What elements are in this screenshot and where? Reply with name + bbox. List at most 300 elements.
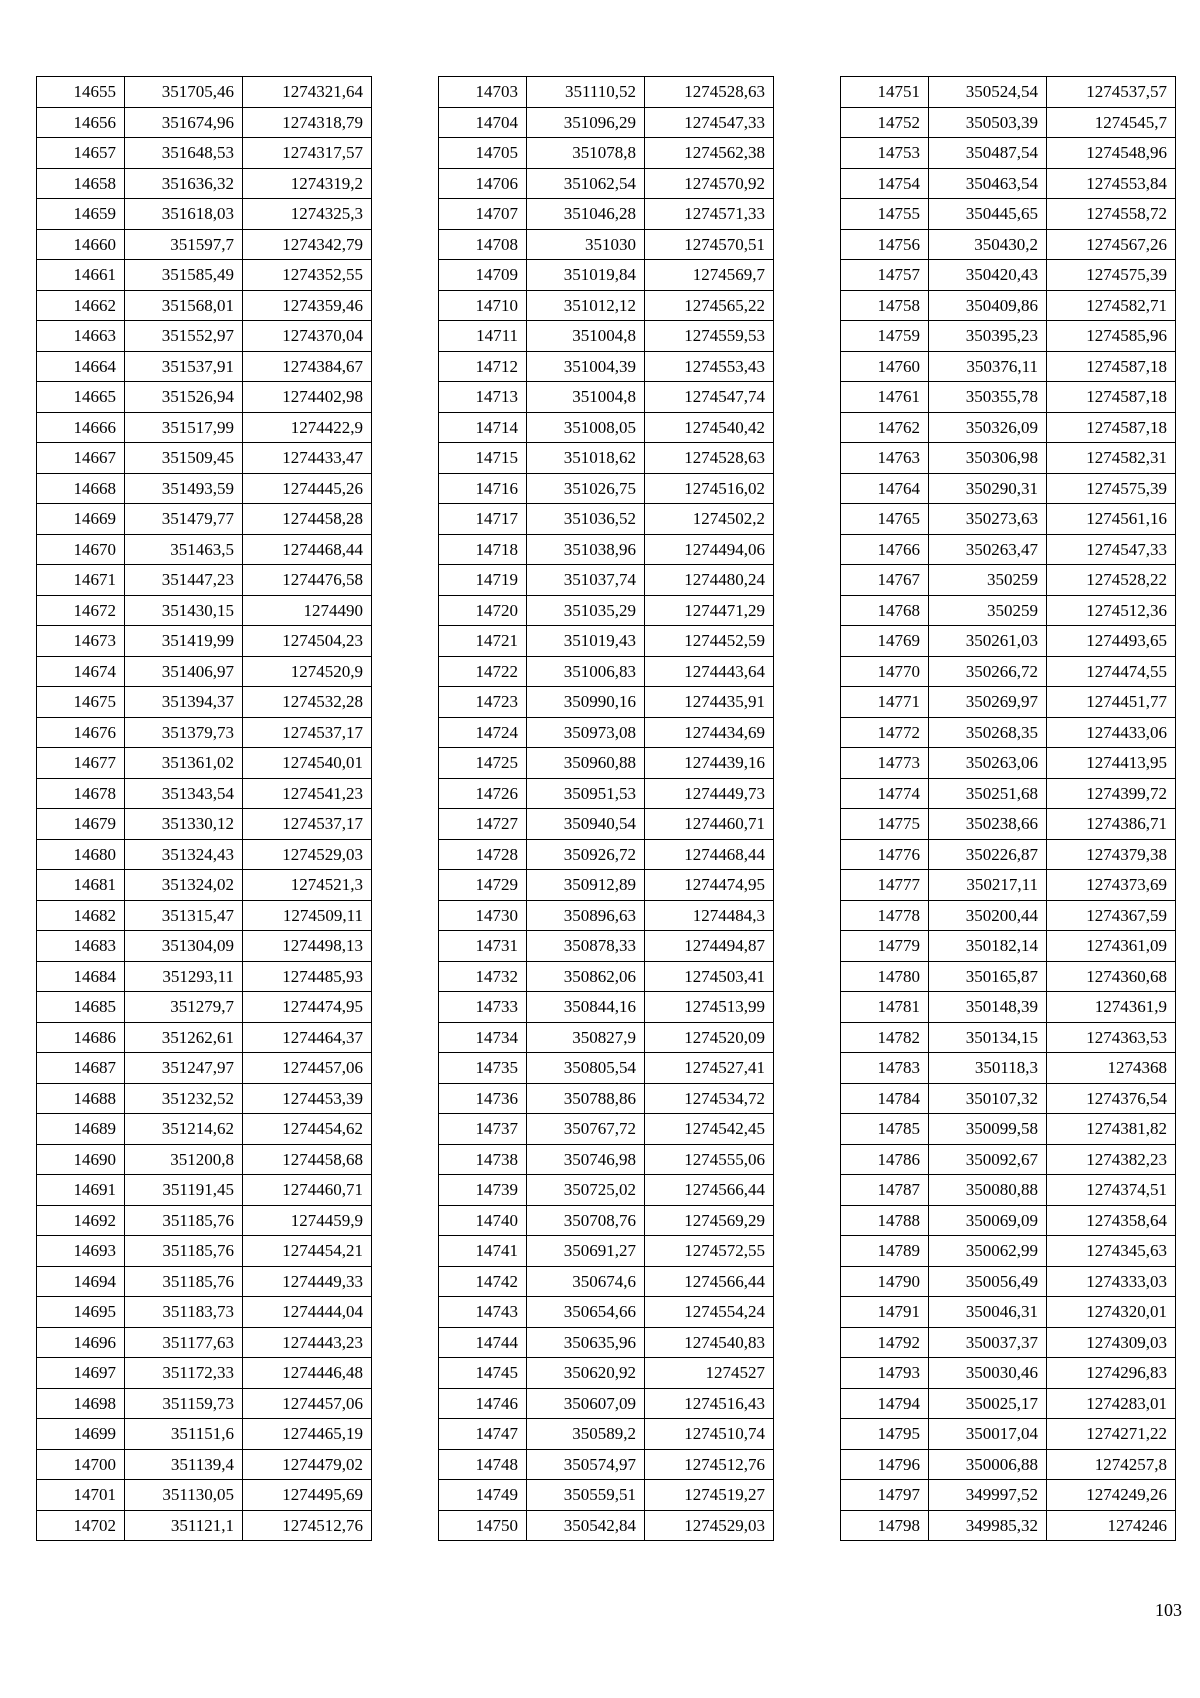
point-number-cell: 14695 <box>37 1297 125 1328</box>
table-row <box>439 1083 774 1114</box>
y-coordinate-cell: 1274309,03 <box>1047 1327 1176 1358</box>
point-number-cell: 14686 <box>37 1022 125 1053</box>
table-row <box>841 778 1176 809</box>
y-coordinate-cell: 1274433,47 <box>243 443 372 474</box>
x-coordinate-cell: 351172,33 <box>125 1358 243 1389</box>
y-coordinate-cell: 1274529,03 <box>645 1510 774 1541</box>
y-coordinate-cell: 1274474,55 <box>1047 656 1176 687</box>
y-coordinate-cell: 1274460,71 <box>243 1175 372 1206</box>
y-coordinate-cell: 1274454,62 <box>243 1114 372 1145</box>
x-coordinate-cell: 350973,08 <box>527 717 645 748</box>
y-coordinate-cell: 1274283,01 <box>1047 1388 1176 1419</box>
y-coordinate-cell: 1274457,06 <box>243 1053 372 1084</box>
table-row <box>439 931 774 962</box>
y-coordinate-cell: 1274587,18 <box>1047 382 1176 413</box>
table-row <box>841 473 1176 504</box>
point-number-cell: 14790 <box>841 1266 929 1297</box>
x-coordinate-cell: 350326,09 <box>929 412 1047 443</box>
table-row <box>841 1327 1176 1358</box>
x-coordinate-cell: 351552,97 <box>125 321 243 352</box>
y-coordinate-cell: 1274480,24 <box>645 565 774 596</box>
y-coordinate-cell: 1274379,38 <box>1047 839 1176 870</box>
y-coordinate-cell: 1274548,96 <box>1047 138 1176 169</box>
x-coordinate-cell: 350827,9 <box>527 1022 645 1053</box>
x-coordinate-cell: 351004,8 <box>527 321 645 352</box>
table-row <box>37 443 372 474</box>
x-coordinate-cell: 350025,17 <box>929 1388 1047 1419</box>
table-row <box>841 1419 1176 1450</box>
table-row <box>439 656 774 687</box>
x-coordinate-cell: 351262,61 <box>125 1022 243 1053</box>
x-coordinate-cell: 350691,27 <box>527 1236 645 1267</box>
x-coordinate-cell: 351247,97 <box>125 1053 243 1084</box>
point-number-cell: 14755 <box>841 199 929 230</box>
point-number-cell: 14716 <box>439 473 527 504</box>
x-coordinate-cell: 350226,87 <box>929 839 1047 870</box>
x-coordinate-cell: 350238,66 <box>929 809 1047 840</box>
point-number-cell: 14690 <box>37 1144 125 1175</box>
point-number-cell: 14760 <box>841 351 929 382</box>
x-coordinate-cell: 351200,8 <box>125 1144 243 1175</box>
y-coordinate-cell: 1274542,45 <box>645 1114 774 1145</box>
point-number-cell: 14704 <box>439 107 527 138</box>
y-coordinate-cell: 1274509,11 <box>243 900 372 931</box>
point-number-cell: 14676 <box>37 717 125 748</box>
x-coordinate-cell: 351343,54 <box>125 778 243 809</box>
y-coordinate-cell: 1274585,96 <box>1047 321 1176 352</box>
coordinate-table-1 <box>36 76 372 1541</box>
y-coordinate-cell: 1274547,33 <box>1047 534 1176 565</box>
point-number-cell: 14743 <box>439 1297 527 1328</box>
table-row <box>439 1205 774 1236</box>
y-coordinate-cell: 1274452,59 <box>645 626 774 657</box>
x-coordinate-cell: 351648,53 <box>125 138 243 169</box>
point-number-cell: 14721 <box>439 626 527 657</box>
point-number-cell: 14734 <box>439 1022 527 1053</box>
table-row <box>37 1083 372 1114</box>
y-coordinate-cell: 1274528,63 <box>645 443 774 474</box>
x-coordinate-cell: 350030,46 <box>929 1358 1047 1389</box>
table-row <box>37 290 372 321</box>
page-number: 103 <box>1155 1600 1182 1620</box>
table-row <box>37 1053 372 1084</box>
x-coordinate-cell: 351037,74 <box>527 565 645 596</box>
point-number-cell: 14759 <box>841 321 929 352</box>
coordinate-table-3 <box>840 76 1176 1541</box>
point-number-cell: 14722 <box>439 656 527 687</box>
point-number-cell: 14765 <box>841 504 929 535</box>
point-number-cell: 14787 <box>841 1175 929 1206</box>
point-number-cell: 14731 <box>439 931 527 962</box>
point-number-cell: 14774 <box>841 778 929 809</box>
x-coordinate-cell: 351062,54 <box>527 168 645 199</box>
point-number-cell: 14712 <box>439 351 527 382</box>
y-coordinate-cell: 1274458,28 <box>243 504 372 535</box>
y-coordinate-cell: 1274359,46 <box>243 290 372 321</box>
x-coordinate-cell: 350037,37 <box>929 1327 1047 1358</box>
table-row <box>37 748 372 779</box>
x-coordinate-cell: 351035,29 <box>527 595 645 626</box>
y-coordinate-cell: 1274495,69 <box>243 1480 372 1511</box>
x-coordinate-cell: 350069,09 <box>929 1205 1047 1236</box>
table-row <box>841 961 1176 992</box>
point-number-cell: 14714 <box>439 412 527 443</box>
y-coordinate-cell: 1274435,91 <box>645 687 774 718</box>
point-number-cell: 14744 <box>439 1327 527 1358</box>
y-coordinate-cell: 1274342,79 <box>243 229 372 260</box>
point-number-cell: 14736 <box>439 1083 527 1114</box>
table-row <box>37 351 372 382</box>
table-row <box>37 900 372 931</box>
point-number-cell: 14656 <box>37 107 125 138</box>
point-number-cell: 14662 <box>37 290 125 321</box>
x-coordinate-cell: 350409,86 <box>929 290 1047 321</box>
table-row <box>439 748 774 779</box>
y-coordinate-cell: 1274485,93 <box>243 961 372 992</box>
y-coordinate-cell: 1274459,9 <box>243 1205 372 1236</box>
table-row <box>37 992 372 1023</box>
point-number-cell: 14728 <box>439 839 527 870</box>
x-coordinate-cell: 350503,39 <box>929 107 1047 138</box>
x-coordinate-cell: 351191,45 <box>125 1175 243 1206</box>
point-number-cell: 14752 <box>841 107 929 138</box>
x-coordinate-cell: 350708,76 <box>527 1205 645 1236</box>
table-row <box>841 260 1176 291</box>
x-coordinate-cell: 350674,6 <box>527 1266 645 1297</box>
table-row <box>841 1022 1176 1053</box>
x-coordinate-cell: 351036,52 <box>527 504 645 535</box>
table-row <box>37 626 372 657</box>
x-coordinate-cell: 351304,09 <box>125 931 243 962</box>
point-number-cell: 14705 <box>439 138 527 169</box>
table-row <box>841 1358 1176 1389</box>
table-row <box>841 534 1176 565</box>
x-coordinate-cell: 351479,77 <box>125 504 243 535</box>
x-coordinate-cell: 350951,53 <box>527 778 645 809</box>
x-coordinate-cell: 351019,84 <box>527 260 645 291</box>
table-row <box>37 321 372 352</box>
y-coordinate-cell: 1274553,43 <box>645 351 774 382</box>
point-number-cell: 14770 <box>841 656 929 687</box>
y-coordinate-cell: 1274361,09 <box>1047 931 1176 962</box>
y-coordinate-cell: 1274537,57 <box>1047 77 1176 108</box>
y-coordinate-cell: 1274352,55 <box>243 260 372 291</box>
point-number-cell: 14740 <box>439 1205 527 1236</box>
y-coordinate-cell: 1274512,76 <box>243 1510 372 1541</box>
x-coordinate-cell: 351517,99 <box>125 412 243 443</box>
x-coordinate-cell: 351585,49 <box>125 260 243 291</box>
x-coordinate-cell: 351419,99 <box>125 626 243 657</box>
y-coordinate-cell: 1274399,72 <box>1047 778 1176 809</box>
point-number-cell: 14749 <box>439 1480 527 1511</box>
point-number-cell: 14679 <box>37 809 125 840</box>
y-coordinate-cell: 1274319,2 <box>243 168 372 199</box>
table-row <box>439 839 774 870</box>
y-coordinate-cell: 1274534,72 <box>645 1083 774 1114</box>
point-number-cell: 14663 <box>37 321 125 352</box>
table-row <box>439 565 774 596</box>
x-coordinate-cell: 351185,76 <box>125 1205 243 1236</box>
x-coordinate-cell: 351705,46 <box>125 77 243 108</box>
y-coordinate-cell: 1274402,98 <box>243 382 372 413</box>
y-coordinate-cell: 1274528,22 <box>1047 565 1176 596</box>
x-coordinate-cell: 350420,43 <box>929 260 1047 291</box>
table-row <box>439 290 774 321</box>
x-coordinate-cell: 351526,94 <box>125 382 243 413</box>
table-row <box>37 1480 372 1511</box>
y-coordinate-cell: 1274453,39 <box>243 1083 372 1114</box>
table-row <box>841 1449 1176 1480</box>
table-row <box>439 1114 774 1145</box>
table-row <box>439 321 774 352</box>
table-row <box>439 382 774 413</box>
x-coordinate-cell: 351121,1 <box>125 1510 243 1541</box>
point-number-cell: 14683 <box>37 931 125 962</box>
table-row <box>841 443 1176 474</box>
point-number-cell: 14732 <box>439 961 527 992</box>
y-coordinate-cell: 1274368 <box>1047 1053 1176 1084</box>
x-coordinate-cell: 350107,32 <box>929 1083 1047 1114</box>
table-row <box>841 1480 1176 1511</box>
table-row <box>841 1297 1176 1328</box>
point-number-cell: 14708 <box>439 229 527 260</box>
y-coordinate-cell: 1274479,02 <box>243 1449 372 1480</box>
point-number-cell: 14703 <box>439 77 527 108</box>
x-coordinate-cell: 350960,88 <box>527 748 645 779</box>
x-coordinate-cell: 351078,8 <box>527 138 645 169</box>
table-row <box>37 1510 372 1541</box>
y-coordinate-cell: 1274345,63 <box>1047 1236 1176 1267</box>
table-row <box>439 138 774 169</box>
x-coordinate-cell: 351110,52 <box>527 77 645 108</box>
table-row <box>841 77 1176 108</box>
x-coordinate-cell: 351232,52 <box>125 1083 243 1114</box>
point-number-cell: 14766 <box>841 534 929 565</box>
y-coordinate-cell: 1274317,57 <box>243 138 372 169</box>
point-number-cell: 14665 <box>37 382 125 413</box>
x-coordinate-cell: 350574,97 <box>527 1449 645 1480</box>
table-row <box>841 748 1176 779</box>
x-coordinate-cell: 351004,8 <box>527 382 645 413</box>
point-number-cell: 14711 <box>439 321 527 352</box>
point-number-cell: 14700 <box>37 1449 125 1480</box>
point-number-cell: 14748 <box>439 1449 527 1480</box>
table-row <box>37 412 372 443</box>
y-coordinate-cell: 1274566,44 <box>645 1175 774 1206</box>
table-row <box>37 931 372 962</box>
x-coordinate-cell: 350430,2 <box>929 229 1047 260</box>
y-coordinate-cell: 1274540,83 <box>645 1327 774 1358</box>
x-coordinate-cell: 351004,39 <box>527 351 645 382</box>
y-coordinate-cell: 1274540,42 <box>645 412 774 443</box>
table-row <box>841 1388 1176 1419</box>
table-row <box>37 1327 372 1358</box>
point-number-cell: 14776 <box>841 839 929 870</box>
x-coordinate-cell: 350017,04 <box>929 1419 1047 1450</box>
table-row <box>37 1144 372 1175</box>
x-coordinate-cell: 351030 <box>527 229 645 260</box>
y-coordinate-cell: 1274559,53 <box>645 321 774 352</box>
table-row <box>439 1388 774 1419</box>
point-number-cell: 14696 <box>37 1327 125 1358</box>
x-coordinate-cell: 350165,87 <box>929 961 1047 992</box>
table-row <box>841 839 1176 870</box>
x-coordinate-cell: 350268,35 <box>929 717 1047 748</box>
table-row <box>439 1297 774 1328</box>
table-row <box>439 260 774 291</box>
x-coordinate-cell: 351139,4 <box>125 1449 243 1480</box>
y-coordinate-cell: 1274445,26 <box>243 473 372 504</box>
table-row <box>841 595 1176 626</box>
x-coordinate-cell: 351597,7 <box>125 229 243 260</box>
y-coordinate-cell: 1274444,04 <box>243 1297 372 1328</box>
x-coordinate-cell: 351151,6 <box>125 1419 243 1450</box>
x-coordinate-cell: 351406,97 <box>125 656 243 687</box>
x-coordinate-cell: 350788,86 <box>527 1083 645 1114</box>
x-coordinate-cell: 350912,89 <box>527 870 645 901</box>
y-coordinate-cell: 1274382,23 <box>1047 1144 1176 1175</box>
x-coordinate-cell: 351324,43 <box>125 839 243 870</box>
x-coordinate-cell: 351177,63 <box>125 1327 243 1358</box>
x-coordinate-cell: 350395,23 <box>929 321 1047 352</box>
x-coordinate-cell: 350290,31 <box>929 473 1047 504</box>
point-number-cell: 14659 <box>37 199 125 230</box>
table-row <box>439 961 774 992</box>
table-row <box>37 1449 372 1480</box>
point-number-cell: 14667 <box>37 443 125 474</box>
x-coordinate-cell: 351568,01 <box>125 290 243 321</box>
point-number-cell: 14745 <box>439 1358 527 1389</box>
x-coordinate-cell: 350269,97 <box>929 687 1047 718</box>
point-number-cell: 14719 <box>439 565 527 596</box>
table-row <box>841 626 1176 657</box>
y-coordinate-cell: 1274516,43 <box>645 1388 774 1419</box>
table-row <box>439 1449 774 1480</box>
y-coordinate-cell: 1274532,28 <box>243 687 372 718</box>
point-number-cell: 14739 <box>439 1175 527 1206</box>
x-coordinate-cell: 350589,2 <box>527 1419 645 1450</box>
y-coordinate-cell: 1274321,64 <box>243 77 372 108</box>
x-coordinate-cell: 351330,12 <box>125 809 243 840</box>
point-number-cell: 14693 <box>37 1236 125 1267</box>
x-coordinate-cell: 350926,72 <box>527 839 645 870</box>
x-coordinate-cell: 349985,32 <box>929 1510 1047 1541</box>
x-coordinate-cell: 350006,88 <box>929 1449 1047 1480</box>
x-coordinate-cell: 351430,15 <box>125 595 243 626</box>
y-coordinate-cell: 1274460,71 <box>645 809 774 840</box>
table-row <box>841 1510 1176 1541</box>
point-number-cell: 14707 <box>439 199 527 230</box>
point-number-cell: 14697 <box>37 1358 125 1389</box>
x-coordinate-cell: 350266,72 <box>929 656 1047 687</box>
y-coordinate-cell: 1274465,19 <box>243 1419 372 1450</box>
x-coordinate-cell: 351379,73 <box>125 717 243 748</box>
point-number-cell: 14784 <box>841 1083 929 1114</box>
table-row <box>841 199 1176 230</box>
point-number-cell: 14720 <box>439 595 527 626</box>
table-row <box>841 565 1176 596</box>
point-number-cell: 14669 <box>37 504 125 535</box>
point-number-cell: 14658 <box>37 168 125 199</box>
x-coordinate-cell: 350878,33 <box>527 931 645 962</box>
x-coordinate-cell: 350259 <box>929 595 1047 626</box>
point-number-cell: 14673 <box>37 626 125 657</box>
y-coordinate-cell: 1274575,39 <box>1047 473 1176 504</box>
y-coordinate-cell: 1274318,79 <box>243 107 372 138</box>
y-coordinate-cell: 1274529,03 <box>243 839 372 870</box>
table-row <box>841 1236 1176 1267</box>
table-row <box>439 1266 774 1297</box>
x-coordinate-cell: 351018,62 <box>527 443 645 474</box>
x-coordinate-cell: 350896,63 <box>527 900 645 931</box>
point-number-cell: 14771 <box>841 687 929 718</box>
y-coordinate-cell: 1274575,39 <box>1047 260 1176 291</box>
x-coordinate-cell: 350542,84 <box>527 1510 645 1541</box>
point-number-cell: 14747 <box>439 1419 527 1450</box>
y-coordinate-cell: 1274454,21 <box>243 1236 372 1267</box>
y-coordinate-cell: 1274494,87 <box>645 931 774 962</box>
table-row <box>439 473 774 504</box>
point-number-cell: 14698 <box>37 1388 125 1419</box>
coordinate-table-2 <box>438 76 774 1541</box>
x-coordinate-cell: 350620,92 <box>527 1358 645 1389</box>
point-number-cell: 14750 <box>439 1510 527 1541</box>
y-coordinate-cell: 1274484,3 <box>645 900 774 931</box>
y-coordinate-cell: 1274449,33 <box>243 1266 372 1297</box>
point-number-cell: 14677 <box>37 748 125 779</box>
x-coordinate-cell: 349997,52 <box>929 1480 1047 1511</box>
y-coordinate-cell: 1274443,23 <box>243 1327 372 1358</box>
table-row <box>37 77 372 108</box>
y-coordinate-cell: 1274520,09 <box>645 1022 774 1053</box>
x-coordinate-cell: 351008,05 <box>527 412 645 443</box>
table-row <box>37 1266 372 1297</box>
y-coordinate-cell: 1274561,16 <box>1047 504 1176 535</box>
point-number-cell: 14702 <box>37 1510 125 1541</box>
y-coordinate-cell: 1274582,71 <box>1047 290 1176 321</box>
x-coordinate-cell: 351537,91 <box>125 351 243 382</box>
point-number-cell: 14753 <box>841 138 929 169</box>
point-number-cell: 14792 <box>841 1327 929 1358</box>
table-row <box>37 1022 372 1053</box>
table-row <box>439 717 774 748</box>
y-coordinate-cell: 1274562,38 <box>645 138 774 169</box>
table-row <box>841 687 1176 718</box>
x-coordinate-cell: 350263,06 <box>929 748 1047 779</box>
point-number-cell: 14680 <box>37 839 125 870</box>
y-coordinate-cell: 1274422,9 <box>243 412 372 443</box>
x-coordinate-cell: 350200,44 <box>929 900 1047 931</box>
y-coordinate-cell: 1274554,24 <box>645 1297 774 1328</box>
table-row <box>841 809 1176 840</box>
x-coordinate-cell: 350046,31 <box>929 1297 1047 1328</box>
point-number-cell: 14762 <box>841 412 929 443</box>
table-row <box>439 1358 774 1389</box>
table-row <box>37 1419 372 1450</box>
point-number-cell: 14670 <box>37 534 125 565</box>
y-coordinate-cell: 1274474,95 <box>243 992 372 1023</box>
point-number-cell: 14715 <box>439 443 527 474</box>
point-number-cell: 14756 <box>841 229 929 260</box>
point-number-cell: 14788 <box>841 1205 929 1236</box>
point-number-cell: 14661 <box>37 260 125 291</box>
y-coordinate-cell: 1274257,8 <box>1047 1449 1176 1480</box>
y-coordinate-cell: 1274572,55 <box>645 1236 774 1267</box>
y-coordinate-cell: 1274537,17 <box>243 809 372 840</box>
y-coordinate-cell: 1274547,33 <box>645 107 774 138</box>
x-coordinate-cell: 350654,66 <box>527 1297 645 1328</box>
y-coordinate-cell: 1274468,44 <box>645 839 774 870</box>
